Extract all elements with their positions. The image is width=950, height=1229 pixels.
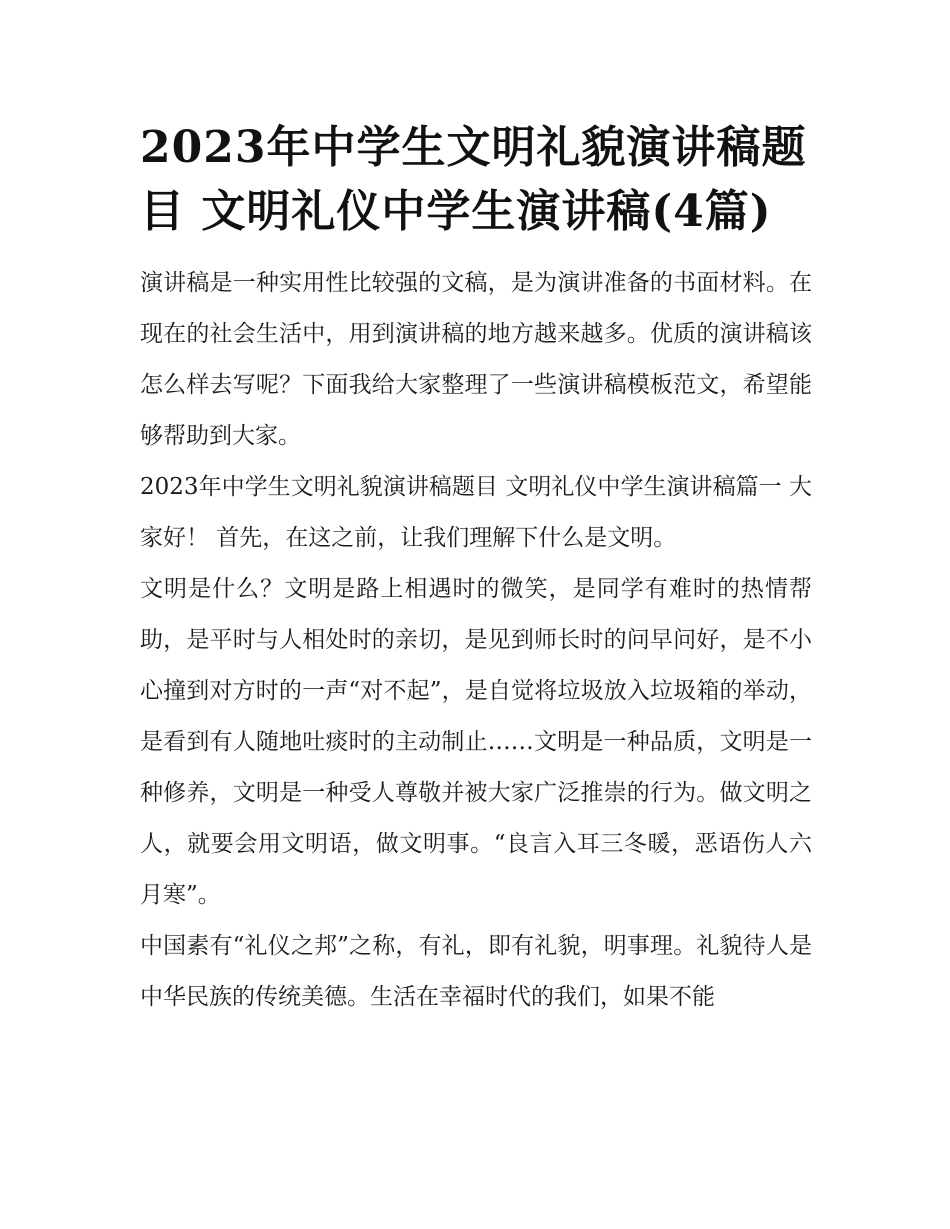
document-body <box>140 116 812 1023</box>
intro-paragraph: 演讲稿是一种实用性比较强的文稿，是为演讲准备的书面材料。在现在的社会生活中，用到演讲稿的地方越来越多。优质的演讲稿该怎么样去写呢？下面我给大家整理了一些演讲稿模板范文，希望能够帮助到大家。 <box>140 270 812 449</box>
document-title: 2023年中学生文明礼貌演讲稿题目 文明礼仪中学生演讲稿(4篇) <box>140 122 807 237</box>
etiquette-paragraph: 中国素有“礼仪之邦”之称，有礼，即有礼貌，明事理。礼貌待人是中华民族的传统美德。生活在幸福时代的我们，如果不能 <box>140 933 812 1010</box>
civility-definition-paragraph: 文明是什么？文明是路上相遇时的微笑，是同学有难时的热情帮助，是平时与人相处时的亲切，是见到师长时的问早问好，是不小心撞到对方时的一声“对不起”，是自觉将垃圾放入垃圾箱的举动，是看到有人随地吐痰时的主动制止……文明是一种品质，文明是一种修养，文明是一种受人尊敬并被大家广泛推崇的行为。做文明之人，就要会用文明语，做文明事。“良言入耳三冬暖，恶语伤人六月寒”。 <box>140 576 812 908</box>
speech-opening-paragraph: 2023年中学生文明礼貌演讲稿题目 文明礼仪中学生演讲稿篇一 大家好！ 首先，在这之前，让我们理解下什么是文明。 <box>140 474 812 551</box>
